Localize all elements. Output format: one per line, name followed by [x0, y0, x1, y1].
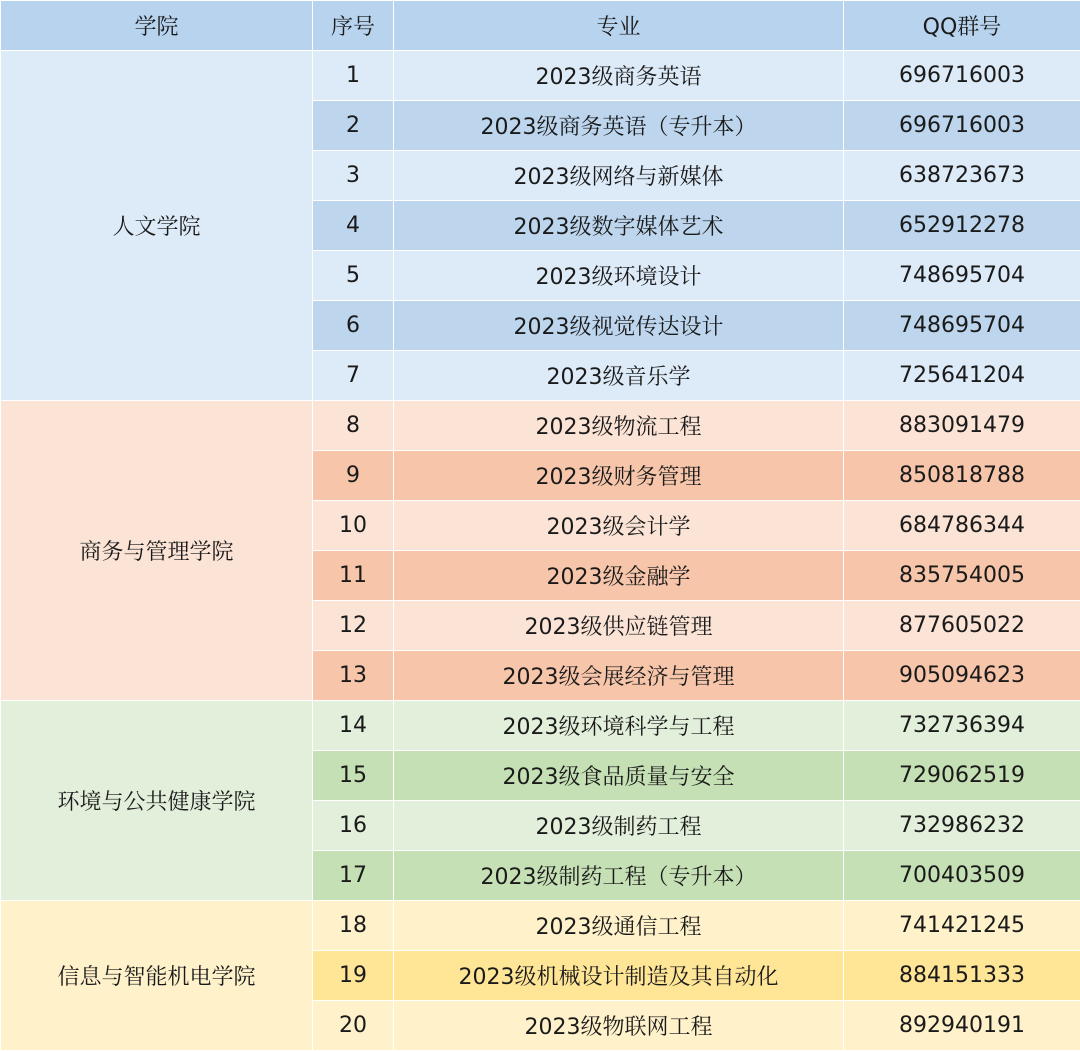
header-college: 学院: [1, 1, 313, 51]
seq-cell: 13: [313, 651, 394, 701]
seq-cell: 7: [313, 351, 394, 401]
major-cell: 2023级通信工程: [394, 901, 844, 951]
major-cell: 2023级机械设计制造及其自动化: [394, 951, 844, 1001]
qq-cell: 748695704: [844, 251, 1080, 301]
qq-cell: 892940191: [844, 1001, 1080, 1051]
seq-cell: 14: [313, 701, 394, 751]
table-row: [1, 401, 1080, 451]
seq-cell: 2: [313, 101, 394, 151]
major-cell: 2023级网络与新媒体: [394, 151, 844, 201]
qq-cell: 652912278: [844, 201, 1080, 251]
seq-cell: 11: [313, 551, 394, 601]
qq-cell: 700403509: [844, 851, 1080, 901]
qq-cell: 696716003: [844, 101, 1080, 151]
table-body: [1, 51, 1080, 1051]
qq-cell: 732986232: [844, 801, 1080, 851]
seq-cell: 16: [313, 801, 394, 851]
college-cell: 商务与管理学院: [1, 401, 313, 701]
qq-cell: 883091479: [844, 401, 1080, 451]
major-cell: 2023级食品质量与安全: [394, 751, 844, 801]
qq-cell: 684786344: [844, 501, 1080, 551]
college-cell: 环境与公共健康学院: [1, 701, 313, 901]
qq-cell: 748695704: [844, 301, 1080, 351]
table-row: [1, 901, 1080, 951]
qq-cell: 884151333: [844, 951, 1080, 1001]
major-cell: 2023级商务英语（专升本）: [394, 101, 844, 151]
major-cell: 2023级商务英语: [394, 51, 844, 101]
seq-cell: 19: [313, 951, 394, 1001]
qq-cell: 905094623: [844, 651, 1080, 701]
seq-cell: 17: [313, 851, 394, 901]
major-cell: 2023级数字媒体艺术: [394, 201, 844, 251]
qq-cell: 729062519: [844, 751, 1080, 801]
seq-cell: 10: [313, 501, 394, 551]
table-row: [1, 51, 1080, 101]
qq-cell: 732736394: [844, 701, 1080, 751]
seq-cell: 8: [313, 401, 394, 451]
major-cell: 2023级制药工程: [394, 801, 844, 851]
seq-cell: 6: [313, 301, 394, 351]
major-cell: 2023级物流工程: [394, 401, 844, 451]
major-cell: 2023级会展经济与管理: [394, 651, 844, 701]
major-cell: 2023级物联网工程: [394, 1001, 844, 1051]
qq-cell: 835754005: [844, 551, 1080, 601]
major-cell: 2023级音乐学: [394, 351, 844, 401]
major-cell: 2023级环境设计: [394, 251, 844, 301]
header-major: 专业: [394, 1, 844, 51]
seq-cell: 12: [313, 601, 394, 651]
seq-cell: 15: [313, 751, 394, 801]
seq-cell: 3: [313, 151, 394, 201]
table-header: [1, 1, 1080, 51]
qq-cell: 638723673: [844, 151, 1080, 201]
seq-cell: 9: [313, 451, 394, 501]
seq-cell: 4: [313, 201, 394, 251]
major-cell: 2023级财务管理: [394, 451, 844, 501]
qq-cell: 725641204: [844, 351, 1080, 401]
seq-cell: 1: [313, 51, 394, 101]
major-cell: 2023级金融学: [394, 551, 844, 601]
table-row: [1, 701, 1080, 751]
major-cell: 2023级环境科学与工程: [394, 701, 844, 751]
major-cell: 2023级视觉传达设计: [394, 301, 844, 351]
seq-cell: 20: [313, 1001, 394, 1051]
major-cell: 2023级制药工程（专升本）: [394, 851, 844, 901]
major-cell: 2023级供应链管理: [394, 601, 844, 651]
college-cell: 人文学院: [1, 51, 313, 401]
qq-cell: 850818788: [844, 451, 1080, 501]
header-row: [1, 1, 1080, 51]
qq-cell: 696716003: [844, 51, 1080, 101]
header-seq: 序号: [313, 1, 394, 51]
seq-cell: 5: [313, 251, 394, 301]
header-qq: QQ群号: [844, 1, 1080, 51]
qq-cell: 877605022: [844, 601, 1080, 651]
college-cell: 信息与智能机电学院: [1, 901, 313, 1051]
qq-cell: 741421245: [844, 901, 1080, 951]
major-cell: 2023级会计学: [394, 501, 844, 551]
seq-cell: 18: [313, 901, 394, 951]
